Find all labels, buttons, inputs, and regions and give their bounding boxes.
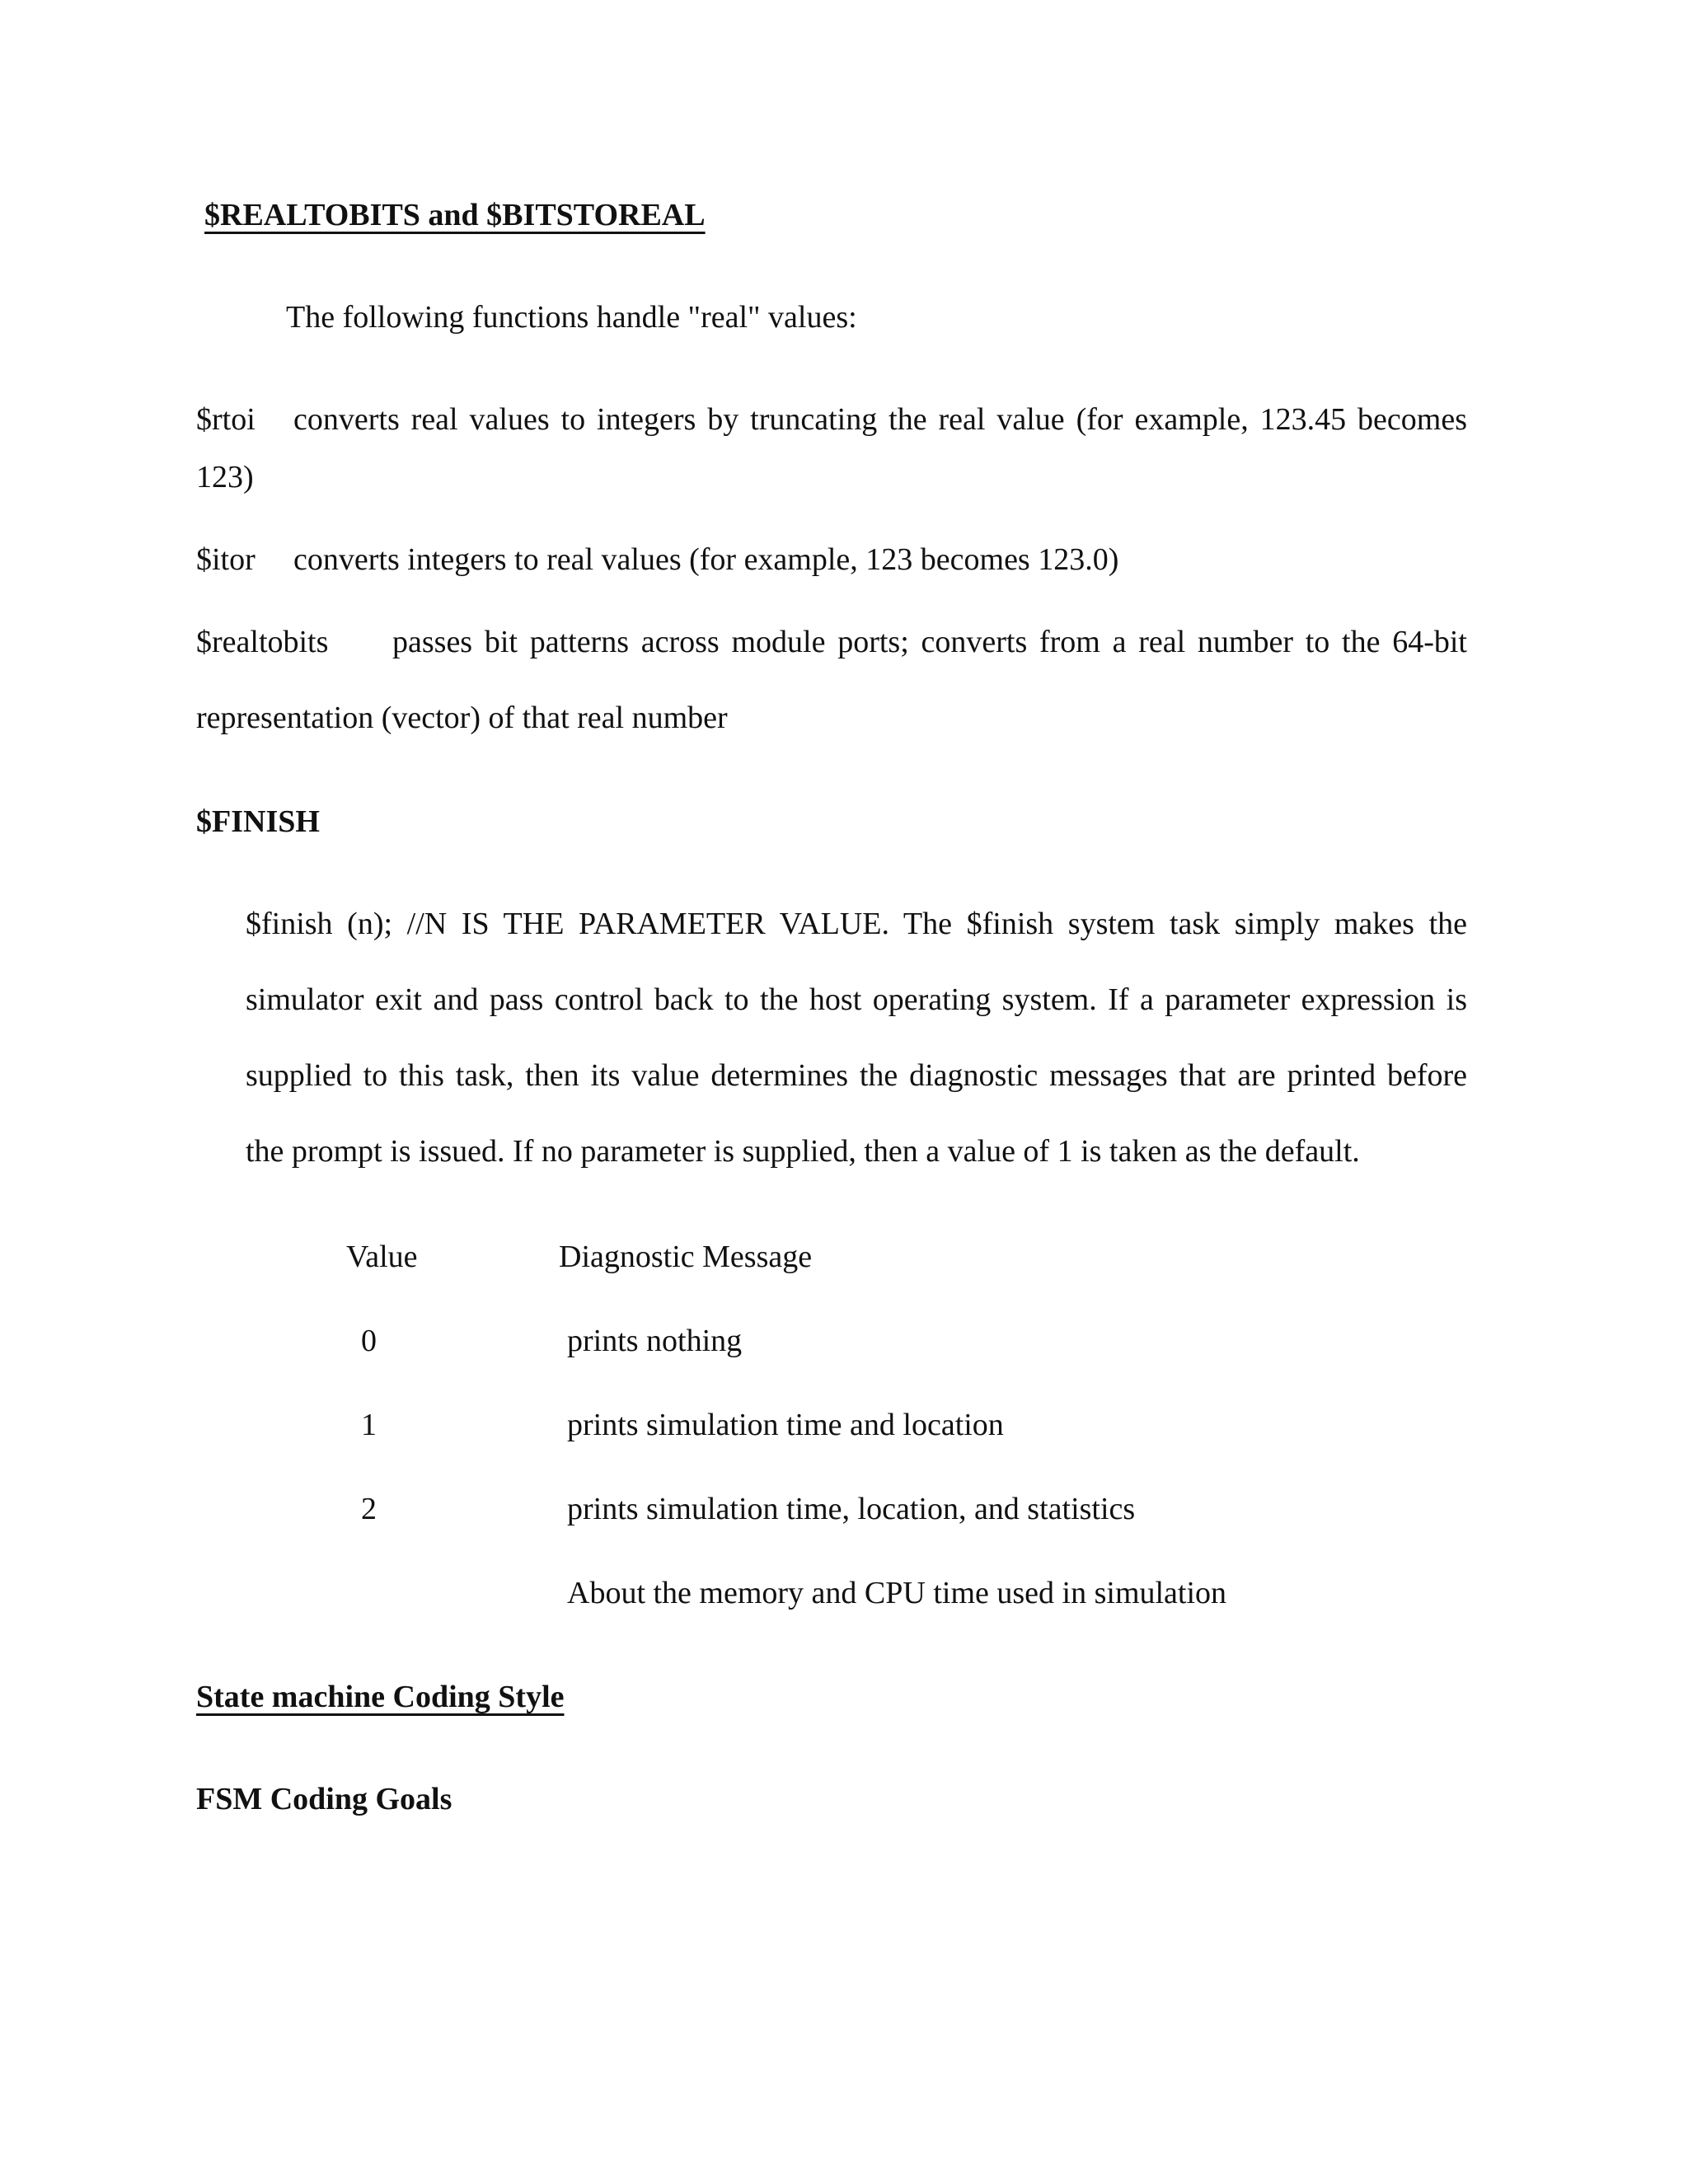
subheading-fsm-coding-goals: FSM Coding Goals	[196, 1782, 452, 1816]
table-row-value: 1	[361, 1408, 377, 1442]
rtoi-term: $rtoi	[196, 402, 256, 437]
finish-paragraph-line: $finish (n); //N IS THE PARAMETER VALUE. The $finish system task simply makes the	[246, 907, 1467, 941]
table-row-message: prints nothing	[567, 1324, 743, 1358]
section-heading-realtobits: $REALTOBITS and $BITSTOREAL	[204, 198, 706, 232]
realtobits-description: passes bit patterns across module ports; converts from a real number to the 64-bit	[392, 625, 1467, 659]
itor-term: $itor	[196, 542, 256, 577]
table-row-message: About the memory and CPU time used in simulation	[567, 1576, 1227, 1610]
realtobits-term: $realtobits	[196, 625, 329, 659]
finish-paragraph-line: simulator exit and pass control back to the host operating system. If a parameter expression is	[246, 982, 1467, 1017]
finish-paragraph-line: supplied to this task, then its value determines the diagnostic messages that are printed before	[246, 1058, 1467, 1093]
section-heading-state-machine: State machine Coding Style	[196, 1680, 565, 1714]
table-row-message: prints simulation time and location	[567, 1408, 1004, 1442]
section-heading-finish: $FINISH	[196, 804, 320, 839]
realtobits-description-continued: representation (vector) of that real number	[196, 701, 728, 735]
rtoi-description-continued: 123)	[196, 460, 254, 494]
table-row-value: 0	[361, 1324, 377, 1358]
rtoi-description: converts real values to integers by truncating the real value (for example, 123.45 becomes	[293, 402, 1467, 437]
finish-paragraph-line: the prompt is issued. If no parameter is supplied, then a value of 1 is taken as the default.	[246, 1134, 1360, 1169]
table-row-message: prints simulation time, location, and statistics	[567, 1492, 1136, 1526]
intro-text: The following functions handle "real" values:	[286, 300, 857, 335]
itor-description: converts integers to real values (for example, 123 becomes 123.0)	[293, 542, 1119, 577]
table-header-message: Diagnostic Message	[559, 1240, 813, 1274]
table-row-value: 2	[361, 1492, 377, 1526]
table-header-value: Value	[346, 1240, 418, 1274]
